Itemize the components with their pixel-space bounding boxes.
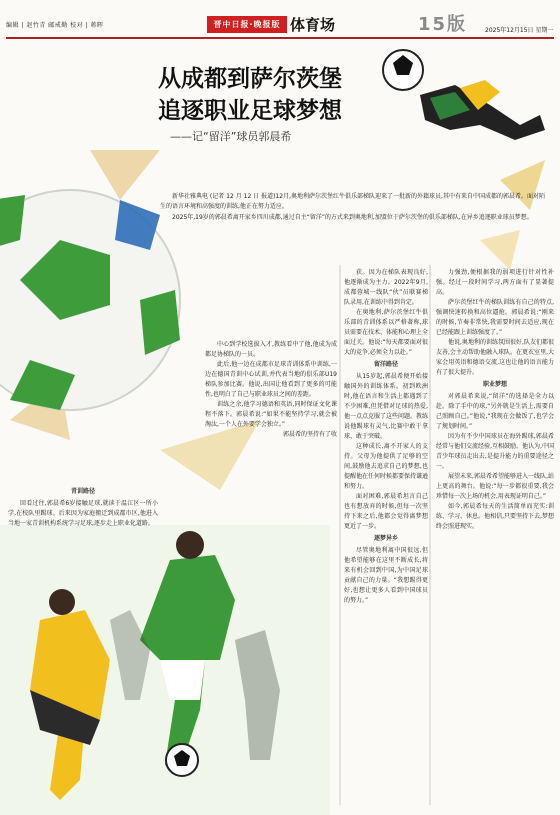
page-header xyxy=(0,0,560,40)
body-paragraph: 此后,他一边在成都市足球青训体系中训练,一边在德国青训中心试训,并代表当地的俱乐部U19梯队参加比赛。他说,出国让他看到了更多的可能性,也明白了自己与职业球员之间的差距。 xyxy=(205,361,337,398)
lead-paragraph: 新华社雅典电 (记者 12 月 12 日 报道)12月,奥地利萨尔茨堡红牛俱乐部梯队迎来了一批新的外籍球员,其中有来自中国成都的郭晨希。面对陌生的语言环境和高强度的训练,他正在努力适应。 xyxy=(160,193,545,210)
body-paragraph: 因为有不少中国球员在海外踢球,郭晨希经常与他们交流经验,互相鼓励。他认为,中国青少年球员走出去,是提升能力的重要途径之一。 xyxy=(436,433,554,470)
headline-line-2: 追逐职业足球梦想 xyxy=(158,97,342,124)
body-paragraph: 训练之余,他学习德语和英语,同时保证文化课程不落下。郭晨希说:“如果不能坚持学习,就会被淘汰,一个人在外要学会独立。” xyxy=(205,401,337,428)
body-paragraph: 郭晨希的坚持有了收 xyxy=(282,431,337,438)
page-number: 15版 xyxy=(418,14,468,35)
body-paragraph: 如今,郭晨希每天的生活简单而充实:训练、学习、休息。他相信,只要坚持下去,梦想终会照进现实。 xyxy=(436,503,554,530)
soccer-ball-graphic xyxy=(0,190,180,410)
article-column-2 xyxy=(205,340,337,440)
subheading: 职业梦想 xyxy=(482,381,507,388)
body-paragraph: 这种成长,离不开家人的支持。父母为他提供了足够的空间,鼓励他去追求自己的梦想,也提醒他在任何时候都要保持谦逊和努力。 xyxy=(344,443,429,490)
article-column-4 xyxy=(436,268,554,532)
body-paragraph: 回看过往,郭晨希6岁接触足球,就读于温江区一所小学,在校队里踢球。后来因为家庭搬迁到成都市区,他进入当地一家青训机构系统学习足球,逐步走上职业化道路。 xyxy=(8,500,158,527)
body-paragraph: 中心到学校选拔入才,教练看中了他,他成为成都足协梯队的一员。 xyxy=(205,341,337,358)
body-paragraph: 萨尔茨堡红牛的梯队训练有自己的特点,强调快速转换和高位逼抢。郭晨希说:“刚来的时候,节奏非常快,我需要时间去适应,现在已经能跟上训练强度了。” xyxy=(436,299,554,336)
body-paragraph: 尽管奥地利离中国很远,但他希望能够在这里不断成长,将来有机会回到中国,为中国足球贡献自己的力量。“我想踢得更好,也想让更多人看到中国球员的努力。” xyxy=(344,547,428,604)
article-column-3 xyxy=(344,268,428,606)
header-rule xyxy=(6,37,554,39)
issue-date: 2025年12月15日 星期一 xyxy=(485,27,554,34)
players-graphic xyxy=(0,525,330,815)
headline-line-1: 从成都到萨尔茨堡 xyxy=(158,65,342,92)
section-title: 体育场 xyxy=(290,16,336,34)
body-paragraph: 力强劲,便根据我的弱项进行针对性补强。经过一段时间学习,两方面有了显著提高。 xyxy=(436,269,554,296)
article-lead xyxy=(160,192,545,224)
body-paragraph: 对郭晨希来说,“留洋”的选择是全力以赴。除了手中的球,“另外就是生活上,需要自己照顾自己。”他说,“我现在会做饭了,也学会了规划时间。” xyxy=(436,393,554,430)
body-paragraph: 展望未来,郭晨希希望能够进入一线队,站上更高的舞台。他说:“每一步都很重要,我会珍惜每一次上场的机会,用表现证明自己。” xyxy=(436,473,554,500)
body-paragraph: 在奥地利,萨尔茨堡红牛俱乐部的青训体系以严格著称,球员需要在技术、体能和心理上全面过关。他说:“每天都要面对很大的竞争,必须全力以赴。” xyxy=(344,309,429,356)
editor-credits: 编辑 | 赵竹青 邮戒勤 校对 | 蒋晖 xyxy=(6,22,104,29)
body-paragraph: 从15岁起,郭晨希便开始接触国外的训练体系。初到欧洲时,他在语言和生活上都遇到了不少困难,但凭借对足球的热爱,他一点点克服了这些问题。教练说他踢球有灵气,比赛中敢于拿球、敢于突破。 xyxy=(344,373,429,440)
deco-triangle xyxy=(90,150,160,200)
subheading: 逐梦异乡 xyxy=(373,535,398,542)
article-column-1 xyxy=(8,485,158,529)
lead-paragraph: 2025年,19岁的郭晨希离开家乡四川成都,通过自主“留洋”的方式来到奥地利,加盟位于萨尔茨堡的俱乐部梯队,在异乡追逐职业球员梦想。 xyxy=(172,214,533,221)
deco-triangle xyxy=(480,230,520,270)
body-paragraph: 面对困难,郭晨希坦言自己也有想放弃的时候,但每一次坚持下来之后,他都会觉得离梦想更近了一步。 xyxy=(344,493,428,530)
newspaper-masthead: 晋中日报·晚报版 xyxy=(207,16,287,33)
subheading: 青训路径 xyxy=(70,488,95,495)
body-paragraph: 他说,奥地利的训练氛围很好,队友们都很友善,会主动帮助他融入球队。在更衣室里,大家会用英语和德语交流,这也让他的语言能力有了很大提升。 xyxy=(436,339,554,376)
subheading: 留洋路径 xyxy=(373,361,398,368)
headline-subtitle: ——记“留洋”球员郭晨希 xyxy=(170,130,292,143)
body-paragraph: 获。因为在梯队表现良好,他逐渐成为主力。2022年9月,成都蓉城一线队“伙”员联赛梯队录用,在训练中得到肯定。 xyxy=(344,269,428,306)
